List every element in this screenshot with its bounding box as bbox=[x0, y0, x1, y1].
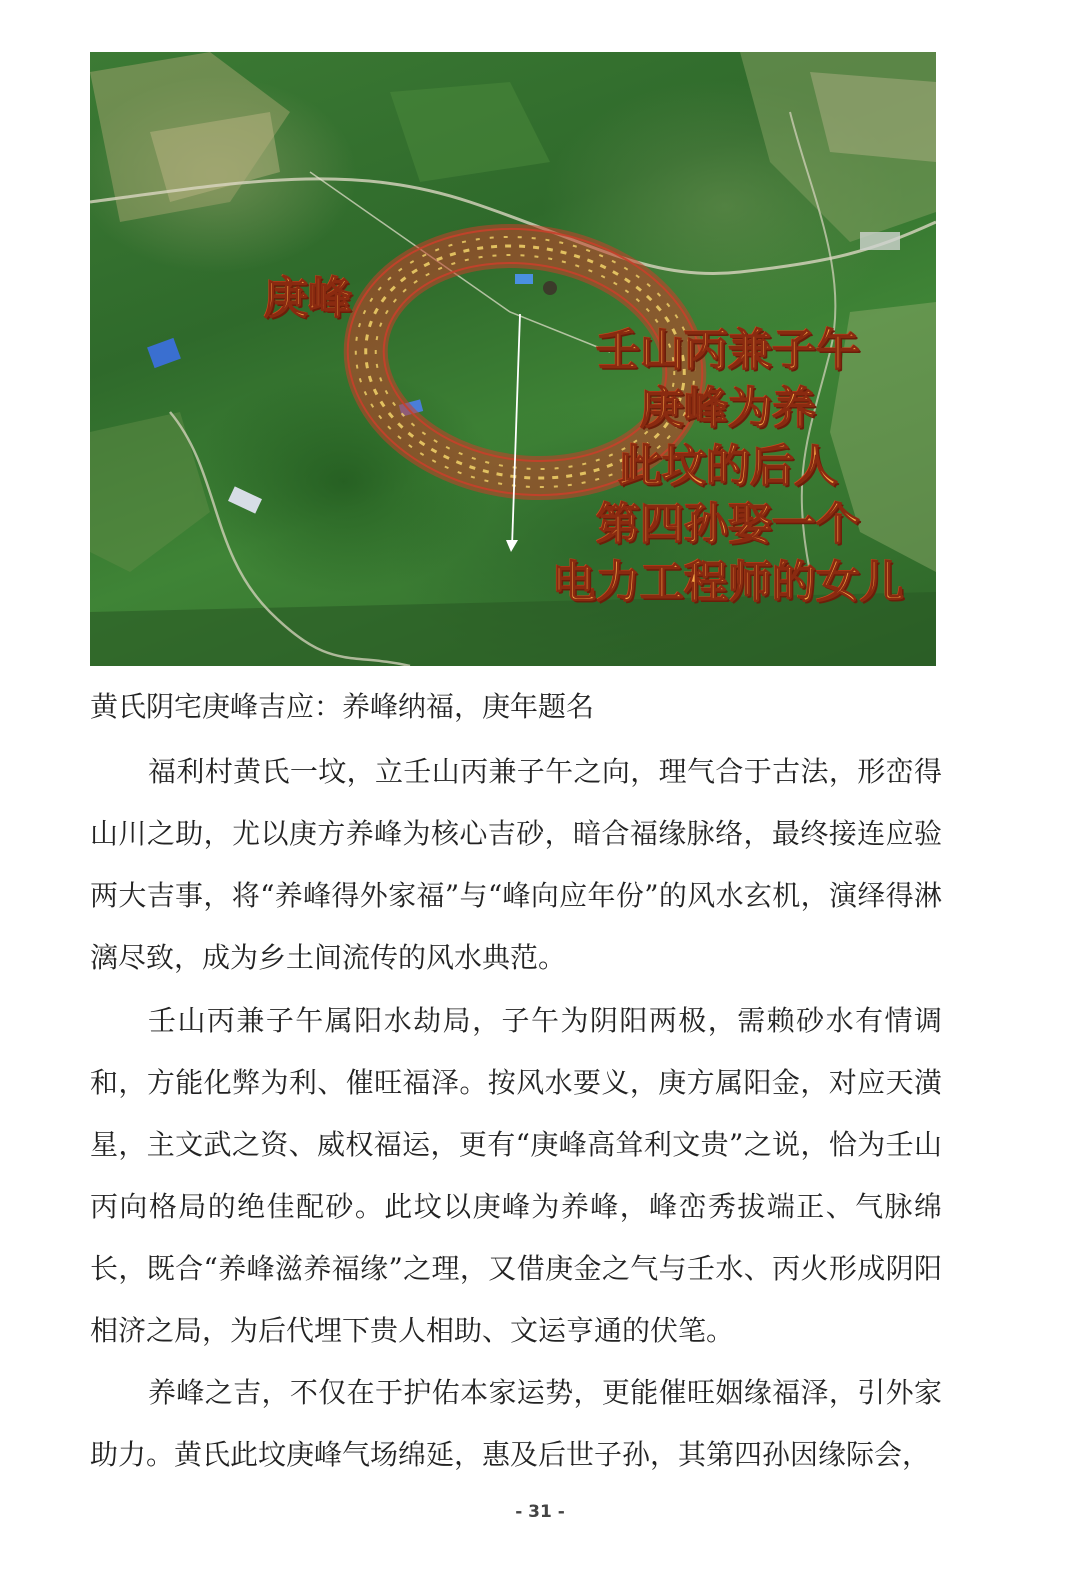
overlay-annotation bbox=[530, 322, 926, 612]
overlay-line: 此坟的后人 bbox=[618, 441, 838, 492]
overlay-line: 电力工程师的女儿 bbox=[552, 557, 904, 608]
section-heading: 黄氏阴宅庚峰吉应：养峰纳福，庚年题名 bbox=[90, 690, 595, 723]
overlay-line: 庚峰为养 bbox=[640, 383, 816, 434]
overlay-line: 壬山丙兼子午 bbox=[596, 325, 860, 376]
page-number: - 31 - bbox=[515, 1502, 565, 1522]
body-paragraph: 壬山丙兼子午属阳水劫局，子午为阴阳两极，需赖砂水有情调和，方能化弊为利、催旺福泽。按风水要义，庚方属阳金，对应天潢星，主文武之资、威权福运，更有“庚峰高耸利文贵”之说，恰为壬山丙向格局的绝佳配砂。此坟以庚峰为养峰，峰峦秀拔端正、气脉绵长，既合“养峰滋养福缘”之理，又借庚金之气与壬水、丙火形成阴阳相济之局，为后代埋下贵人相助、文运亨通的伏笔。 bbox=[90, 1004, 942, 1347]
peak-label: 庚峰 bbox=[264, 273, 352, 324]
aerial-satellite-image bbox=[90, 52, 936, 666]
body-paragraph: 养峰之吉，不仅在于护佑本家运势，更能催旺姻缘福泽，引外家助力。黄氏此坟庚峰气场绵延，惠及后世子孙，其第四孙因缘际会， bbox=[90, 1376, 942, 1471]
overlay-line: 第四孙娶一个 bbox=[596, 499, 860, 550]
body-paragraph: 福利村黄氏一坟，立壬山丙兼子午之向，理气合于古法，形峦得山川之助，尤以庚方养峰为核心吉砂，暗合福缘脉络，最终接连应验两大吉事，将“养峰得外家福”与“峰向应年份”的风水玄机，演绎得淋漓尽致，成为乡土间流传的风水典范。 bbox=[90, 755, 942, 974]
